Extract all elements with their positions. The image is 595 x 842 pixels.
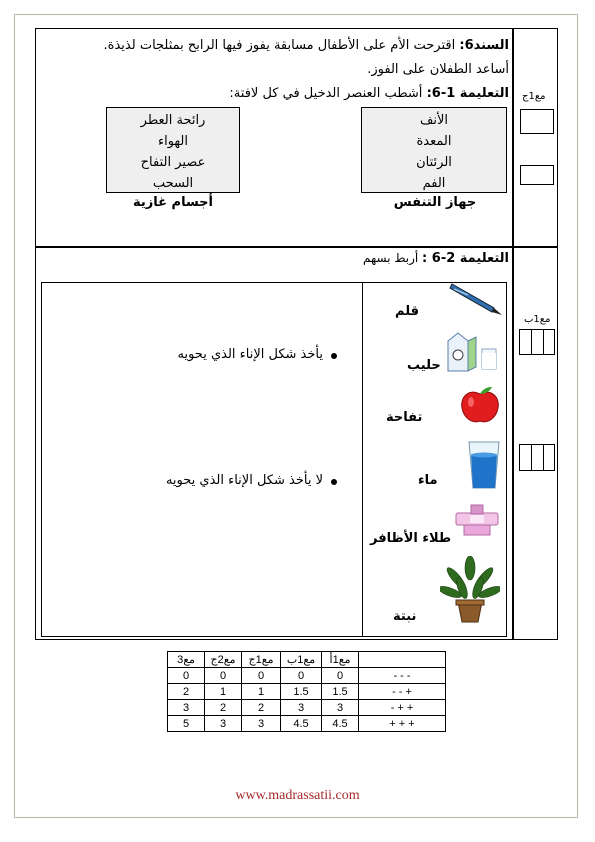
score-box[interactable] [520, 109, 554, 134]
statement-does-not-take-shape[interactable]: لا يأخذ شكل الإناء الذي يحويه [165, 473, 323, 488]
table-cell: 5 [168, 716, 205, 732]
table-cell: 4.5 [281, 716, 322, 732]
table-cell: 0 [205, 668, 242, 684]
table-cell: 0 [168, 668, 205, 684]
table-cell: 2 [168, 684, 205, 700]
matching-box [41, 282, 507, 637]
score-box[interactable] [519, 329, 555, 355]
item-label-apple[interactable]: تفاحة [386, 410, 423, 425]
list-item[interactable]: الهواء [157, 134, 188, 149]
column-header [359, 652, 446, 668]
table-cell: - + + [359, 700, 446, 716]
instruction-1-6-text: أشطب العنصر الدخيل في كل لافتة: [229, 86, 427, 101]
list-item[interactable]: الأنف [419, 113, 449, 128]
respiratory-system-caption: جهاز التنفس [393, 195, 477, 210]
table-cell: 3 [205, 716, 242, 732]
item-label-nail-polish[interactable]: طلاء الأظافر [370, 531, 452, 546]
gaseous-bodies-caption: أجسام غازية [133, 195, 213, 210]
table-cell: - - - [359, 668, 446, 684]
column-header: مع2ج [205, 652, 242, 668]
table-cell: 0 [322, 668, 359, 684]
section-divider [35, 246, 558, 248]
statement-takes-shape[interactable]: يأخذ شكل الإناء الذي يحويه [177, 347, 323, 362]
table-cell: 1 [205, 684, 242, 700]
column-header: مع3 [168, 652, 205, 668]
grading-table [167, 651, 446, 732]
criteria-label-2: مع1ب [524, 314, 551, 325]
score-box[interactable] [520, 165, 554, 185]
list-item[interactable]: عصير التفاح [140, 155, 206, 170]
gaseous-bodies-list [106, 107, 240, 193]
table-cell: 3 [242, 716, 281, 732]
list-item[interactable]: الرئتان [416, 155, 452, 170]
table-cell: 2 [242, 700, 281, 716]
column-header: مع1ب [281, 652, 322, 668]
column-header: مع1أ [322, 652, 359, 668]
bullet [331, 353, 337, 359]
bullet [331, 479, 337, 485]
table-cell: 1.5 [322, 684, 359, 700]
respiratory-system-list [361, 107, 507, 193]
table-cell: 2 [205, 700, 242, 716]
table-cell: 3 [168, 700, 205, 716]
water-glass-icon [466, 439, 502, 491]
table-cell: 0 [242, 668, 281, 684]
instruction-1-6 [229, 86, 509, 101]
item-label-water[interactable]: ماء [418, 473, 438, 488]
table-cell: 1.5 [281, 684, 322, 700]
footer-url[interactable]: www.madrassatii.com [235, 788, 360, 803]
table-header-row [168, 652, 446, 668]
table-row [168, 700, 446, 716]
pen-icon [448, 281, 504, 317]
item-label-pen[interactable]: قلم [395, 304, 420, 319]
item-label-milk[interactable]: حليب [407, 358, 441, 373]
table-cell: 1 [242, 684, 281, 700]
document-line-1 [104, 38, 509, 53]
instruction-2-6-text: أربط بسهم [362, 251, 423, 265]
table-row [168, 668, 446, 684]
document-label: السند6: [459, 38, 509, 53]
table-cell: + + + [359, 716, 446, 732]
document-line-2: أساعد الطفلان على الفوز. [367, 62, 509, 77]
criteria-column-divider [512, 28, 514, 640]
table-cell: - - + [359, 684, 446, 700]
milk-carton-icon [444, 331, 500, 373]
instruction-1-6-label: التعليمة 1-6: [426, 86, 509, 101]
plant-icon [440, 556, 500, 626]
table-cell: 0 [281, 668, 322, 684]
column-header: مع1ج [242, 652, 281, 668]
list-item[interactable]: المعدة [416, 134, 452, 149]
table-cell: 3 [322, 700, 359, 716]
matching-divider [362, 282, 363, 637]
instruction-2-6-label: التعليمة 2-6 : [422, 251, 509, 266]
table-cell: 3 [281, 700, 322, 716]
score-box[interactable] [519, 444, 555, 471]
table-row [168, 716, 446, 732]
item-label-plant[interactable]: نبتة [393, 609, 417, 624]
table-row [168, 684, 446, 700]
list-item[interactable]: السحب [152, 176, 194, 191]
criteria-label-1: مع1ج [522, 91, 546, 102]
instruction-2-6 [363, 251, 509, 266]
apple-icon [458, 384, 502, 426]
nail-polish-icon [452, 503, 502, 539]
document-text: اقترحت الأم على الأطفال مسابقة يفوز فيها الرابح بمثلجات لذيذة. [103, 38, 460, 53]
list-item[interactable]: رائحة العطر [140, 113, 206, 128]
list-item[interactable]: الفم [422, 176, 446, 191]
table-cell: 4.5 [322, 716, 359, 732]
